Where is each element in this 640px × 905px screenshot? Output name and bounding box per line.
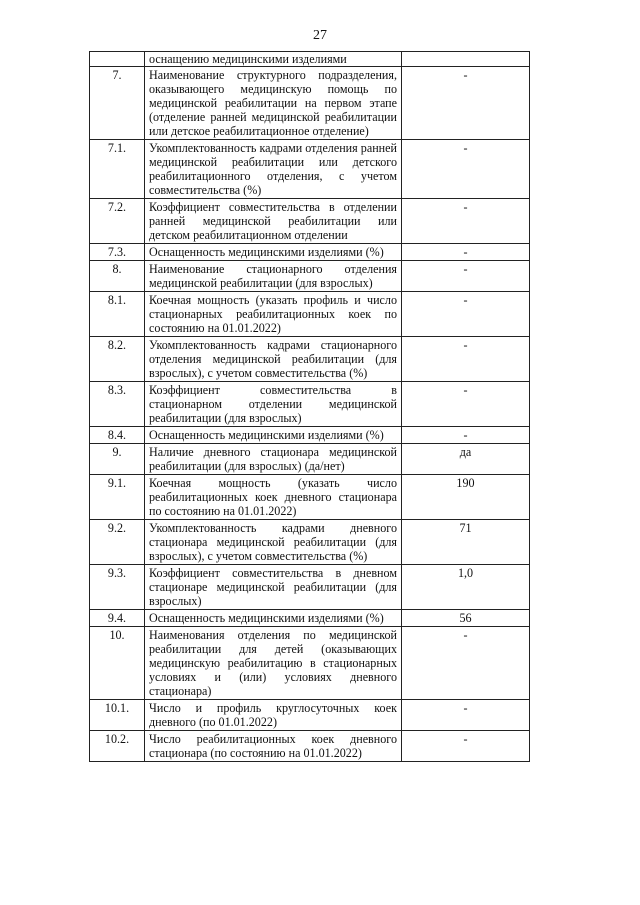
row-number-cell: 8.3.: [90, 382, 145, 427]
row-text-cell: Наличие дневного стационара медицинской реабилитации (для взрослых) (да/нет): [145, 444, 402, 475]
row-text-cell: Коэффициент совместительства в отделении ранней медицинской реабилитации или детском реабилитационном отделении: [145, 199, 402, 244]
row-value-cell: -: [402, 731, 530, 762]
row-text-cell: Оснащенность медицинскими изделиями (%): [145, 244, 402, 261]
table-row: [90, 244, 530, 261]
table-row: [90, 520, 530, 565]
row-value-cell: -: [402, 292, 530, 337]
row-text-cell: Коэффициент совместительства в стационарном отделении медицинской реабилитации (для взрослых): [145, 382, 402, 427]
table-row: [90, 731, 530, 762]
table-body: [90, 52, 530, 762]
row-value-cell: -: [402, 337, 530, 382]
row-number-cell: 8.2.: [90, 337, 145, 382]
row-text-cell: Оснащенность медицинскими изделиями (%): [145, 427, 402, 444]
table-row: [90, 444, 530, 475]
row-number-cell: [90, 52, 145, 67]
table-row: [90, 199, 530, 244]
row-number-cell: 10.: [90, 627, 145, 700]
row-value-cell: 71: [402, 520, 530, 565]
row-text-cell: Наименование структурного подразделения, оказывающего медицинскую помощь по медицинской реабилитации на первом этапе (отделение ранней медицинской реабилитации или детское реабилитационное отделение): [145, 67, 402, 140]
row-text-cell: Число и профиль круглосуточных коек дневного (по 01.01.2022): [145, 700, 402, 731]
row-number-cell: 7.2.: [90, 199, 145, 244]
row-number-cell: 9.3.: [90, 565, 145, 610]
table-row: [90, 140, 530, 199]
continuation-row: [90, 52, 530, 67]
page-number: 27: [313, 28, 327, 43]
row-number-cell: 9.2.: [90, 520, 145, 565]
data-table: [89, 51, 530, 762]
row-text-cell: Укомплектованность кадрами отделения ранней медицинской реабилитации или детского реабилитационного отделения, с учетом совместительства (%): [145, 140, 402, 199]
table-row: [90, 610, 530, 627]
table-row: [90, 475, 530, 520]
table-row: [90, 382, 530, 427]
row-text-cell: Наименования отделения по медицинской реабилитации для детей (оказывающих медицинскую реабилитацию в стационарных условиях и (или) условиях дневного стационара): [145, 627, 402, 700]
table-row: [90, 292, 530, 337]
row-number-cell: 7.1.: [90, 140, 145, 199]
table-row: [90, 261, 530, 292]
row-text-cell: оснащению медицинскими изделиями: [145, 52, 402, 67]
row-text-cell: Наименование стационарного отделения медицинской реабилитации (для взрослых): [145, 261, 402, 292]
row-number-cell: 9.1.: [90, 475, 145, 520]
row-value-cell: -: [402, 67, 530, 140]
row-number-cell: 8.4.: [90, 427, 145, 444]
row-number-cell: 7.: [90, 67, 145, 140]
table-row: [90, 67, 530, 140]
row-value-cell: 1,0: [402, 565, 530, 610]
row-value-cell: -: [402, 199, 530, 244]
table-row: [90, 627, 530, 700]
row-number-cell: 7.3.: [90, 244, 145, 261]
row-value-cell: да: [402, 444, 530, 475]
table-row: [90, 700, 530, 731]
row-number-cell: 10.2.: [90, 731, 145, 762]
row-number-cell: 9.4.: [90, 610, 145, 627]
row-value-cell: -: [402, 244, 530, 261]
row-value-cell: -: [402, 382, 530, 427]
row-value-cell: -: [402, 627, 530, 700]
row-value-cell: [402, 52, 530, 67]
row-text-cell: Укомплектованность кадрами дневного стационара медицинской реабилитации (для взрослых), с учетом совместительства (%): [145, 520, 402, 565]
row-value-cell: -: [402, 261, 530, 292]
row-value-cell: -: [402, 140, 530, 199]
row-text-cell: Число реабилитационных коек дневного стационара (по состоянию на 01.01.2022): [145, 731, 402, 762]
row-number-cell: 10.1.: [90, 700, 145, 731]
row-value-cell: 190: [402, 475, 530, 520]
row-text-cell: Укомплектованность кадрами стационарного отделения медицинской реабилитации (для взрослых), с учетом совместительства (%): [145, 337, 402, 382]
row-value-cell: -: [402, 427, 530, 444]
table-row: [90, 427, 530, 444]
table-row: [90, 337, 530, 382]
row-number-cell: 8.1.: [90, 292, 145, 337]
row-text-cell: Оснащенность медицинскими изделиями (%): [145, 610, 402, 627]
row-number-cell: 9.: [90, 444, 145, 475]
row-value-cell: 56: [402, 610, 530, 627]
row-number-cell: 8.: [90, 261, 145, 292]
row-value-cell: -: [402, 700, 530, 731]
row-text-cell: Коечная мощность (указать профиль и число стационарных реабилитационных коек по состоянию на 01.01.2022): [145, 292, 402, 337]
row-text-cell: Коечная мощность (указать число реабилитационных коек дневного стационара по состоянию на 01.01.2022): [145, 475, 402, 520]
row-text-cell: Коэффициент совместительства в дневном стационаре медицинской реабилитации (для взрослых): [145, 565, 402, 610]
table-row: [90, 565, 530, 610]
